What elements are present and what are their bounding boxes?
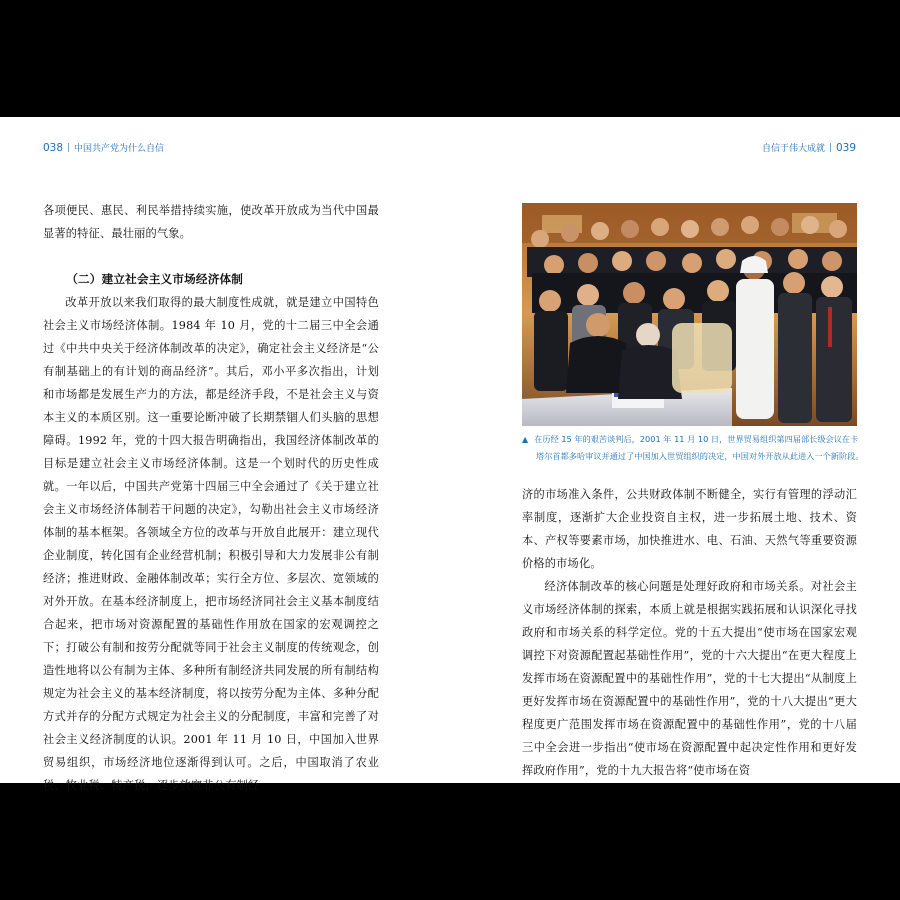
header-divider: [68, 143, 69, 152]
book-spread: [0, 117, 900, 792]
right-page-body: [522, 483, 857, 782]
left-running-header: [43, 141, 164, 154]
photo-caption: [522, 431, 862, 464]
body-paragraph: 经济体制改革的核心问题是处理好政府和市场关系。对社会主义市场经济体制的探索，本质上就是根据实践拓展和认识深化寻找政府和市场关系的科学定位。党的十五大提出“使市场在国家宏观调控下对资源配置起基础性作用”，党的十六大提出“在更大程度上发挥市场在资源配置中的基础性作用”，党的十七大提出“从制度上更好发挥市场在资源配置中的基础性作用”，党的十八大提出“更大程度更广范围发挥市场在资源配置中的基础性作用”，党的十八届三中全会进一步指出“使市场在资源配置中起决定性作用和更好发挥政府作用”，党的十九大报告将“使市场在资: [522, 580, 857, 777]
wto-signing-photo: [522, 203, 857, 426]
left-header-title: 中国共产党为什么自信: [74, 144, 165, 154]
caption-marker-icon: ▲: [522, 435, 529, 444]
header-divider: [830, 143, 831, 152]
body-paragraph: 改革开放以来我们取得的最大制度性成就，就是建立中国特色社会主义市场经济体制。1984 年 10 月，党的十二届三中全会通过《中共中央关于经济体制改革的决定》，确定社会主义经济是“公有制基础上的有计划的商品经济”。其后，邓小平多次指出，计划和市场都是发展生产力的方法，都是经济手段，不是社会主义与资本主义的本质区别。这一重要论断冲破了长期禁锢人们头脑的思想障碍。1992 年，党的十四大报告明确指出，我国经济体制改革的目标是建立社会主义市场经济体制。这是一个划时代的历史性成就。一年以后，中国共产党第十四届三中全会通过了《关于建立社会主义市场经济体制若干问题的决定》，勾勒出社会主义市场经济体制的基本框架。各领域全方位的改革与开放自此展开：建立现代企业制度，转化国有企业经营机制；积极引导和大力发展非公有制经济；推进财政、金融体制改革；实行全方位、多层次、宽领域的对外开放。在基本经济制度上，把市场经济同社会主义基本制度结合起来，把市场对资源配置的基础性作用放在国家的宏观调控之下；打破公有制和按劳分配就等同于社会主义制度的传统观念，创造性地将以公有制为主体、多种所有制经济共同发展的所有制结构规定为社会主义的基本经济制度，将以按劳分配为主体、多种分配方式并存的分配方式规定为社会主义的分配制度，丰富和完善了对社会主义经济制度的认识。2001 年 11 月 10 日，中国加入世界贸易组织，市场经济地位逐渐得到认可。之后，中国取消了农业税、牧业税、特产税，逐步放宽非公有制经: [43, 296, 379, 792]
right-page-number: 039: [835, 141, 856, 154]
section-heading: （二）建立社会主义市场经济体制: [66, 272, 244, 286]
right-running-header: [762, 141, 856, 154]
left-page-body: [43, 199, 379, 797]
caption-line-1: 在历经 15 年的艰苦谈判后，2001 年 11 月 10 日，世界贸易组织第四届部长级会议在卡: [534, 434, 859, 444]
left-page-number: 038: [43, 141, 64, 154]
right-header-title: 自信于伟大成就: [761, 144, 825, 154]
intro-paragraph: 各项便民、惠民、利民举措持续实施，使改革开放成为当代中国最显著的特征、最壮丽的气象。: [43, 204, 379, 240]
caption-line-2: 塔尔首都多哈审议并通过了中国加入世贸组织的决定，中国对外开放从此进入一个新阶段。: [536, 451, 864, 461]
continuation-paragraph: 济的市场准入条件，公共财政体制不断健全，实行有管理的浮动汇率制度，逐渐扩大企业投资自主权，进一步拓展土地、技术、资本、产权等要素市场，加快推进水、电、石油、天然气等重要资源价格的市场化。: [522, 488, 857, 570]
